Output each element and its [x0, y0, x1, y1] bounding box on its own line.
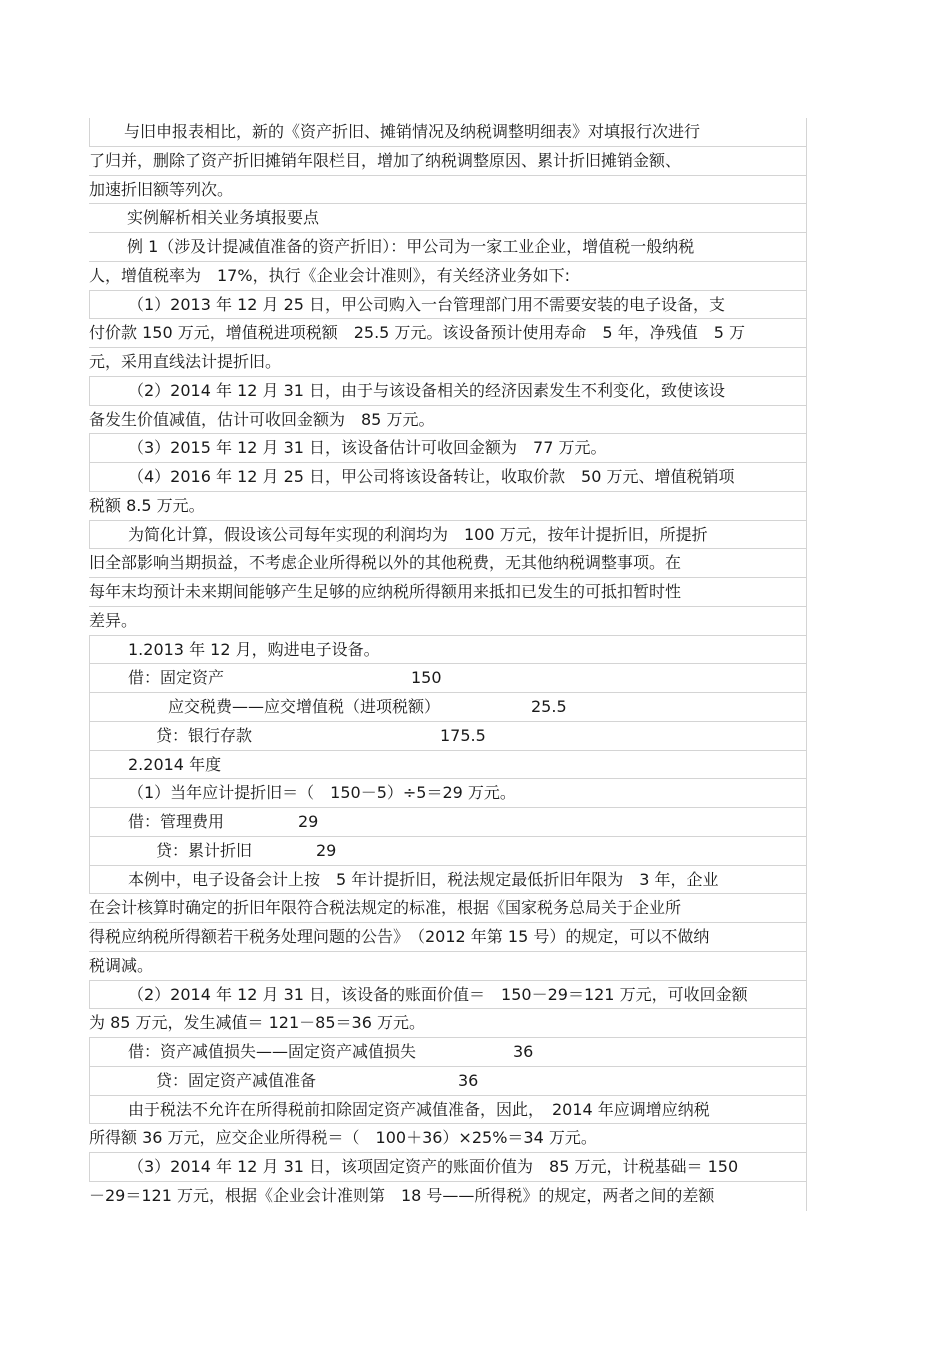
text-line — [89, 291, 807, 320]
text-line — [89, 693, 807, 722]
line-text: 为 85 万元，发生减值＝ 121－85＝36 万元。 — [89, 1013, 425, 1033]
text-line — [89, 233, 807, 262]
entry-amount: 175.5 — [440, 725, 486, 745]
text-line — [89, 1096, 807, 1125]
line-text: 2.2014 年度 — [128, 754, 222, 774]
line-text: 应交税费——应交增值税（进项税额） — [168, 697, 441, 716]
text-line — [89, 549, 807, 578]
document-body — [89, 118, 807, 1211]
text-line — [89, 1124, 807, 1153]
text-line — [89, 348, 807, 377]
line-text: 贷：累计折旧 — [156, 840, 253, 860]
text-line — [89, 377, 807, 406]
line-text: 人，增值税率为 17%，执行《企业会计准则》，有关经济业务如下: — [89, 265, 570, 285]
text-line — [89, 262, 807, 291]
entry-amount: 29 — [316, 840, 337, 860]
text-line — [89, 866, 807, 895]
text-line — [89, 837, 807, 866]
text-line — [89, 434, 807, 463]
text-line — [89, 1067, 807, 1096]
text-line — [89, 521, 807, 550]
text-line — [89, 1038, 807, 1067]
text-line — [89, 176, 807, 205]
text-line — [89, 894, 807, 923]
line-text: 贷：固定资产减值准备 — [156, 1070, 317, 1090]
text-line — [89, 751, 807, 780]
entry-amount: 36 — [458, 1070, 479, 1090]
text-line — [89, 319, 807, 348]
line-text: 为简化计算，假设该公司每年实现的利润均为 100 万元，按年计提折旧，所提折 — [128, 524, 708, 544]
line-text: 借：管理费用 — [128, 812, 225, 831]
line-text: 了归并，删除了资产折旧摊销年限栏目，增加了纳税调整原因、累计折旧摊销金额、 — [89, 150, 682, 170]
text-line — [89, 463, 807, 492]
line-text: －29＝121 万元，根据《企业会计准则第 18 号——所得税》的规定，两者之间的差额 — [89, 1185, 715, 1205]
text-line — [89, 722, 807, 751]
line-text: 差异。 — [89, 610, 138, 630]
text-line — [89, 808, 807, 837]
line-text: （1）当年应计提折旧＝（ 150－5）÷5＝29 万元。 — [128, 783, 516, 803]
text-line — [89, 204, 807, 233]
line-text: 得税应纳税所得额若干税务处理问题的公告》 （2012 年第 15 号）的规定，可以不做纳 — [89, 927, 710, 946]
line-text: 付价款 150 万元，增值税进项税额 25.5 万元。该设备预计使用寿命 5 年，净残值 5 万 — [89, 323, 745, 343]
line-text: （2）2014 年 12 月 31 日，该设备的账面价值＝ 150－29＝121 万元，可收回金额 — [128, 984, 748, 1004]
line-text: 借：固定资产 — [128, 668, 225, 688]
text-line — [89, 406, 807, 435]
line-text: 1.2013 年 12 月，购进电子设备。 — [128, 639, 380, 659]
text-line — [89, 1009, 807, 1038]
text-line — [89, 578, 807, 607]
line-text: （4）2016 年 12 月 25 日，甲公司将该设备转让，收取价款 50 万元、增值税销项 — [128, 467, 735, 486]
line-text: 元，采用直线法计提折旧。 — [89, 352, 282, 371]
line-text: （3）2014 年 12 月 31 日，该项固定资产的账面价值为 85 万元，计税基础＝ 150 — [128, 1157, 739, 1176]
line-text: （2）2014 年 12 月 31 日，由于与该设备相关的经济因素发生不利变化，致使该设 — [128, 380, 726, 400]
line-text: 税调减。 — [89, 955, 154, 975]
line-text: 每年末均预计未来期间能够产生足够的应纳税所得额用来抵扣已发生的可抵扣暂时性 — [89, 582, 682, 601]
entry-amount: 29 — [298, 812, 319, 831]
entry-amount: 36 — [513, 1042, 534, 1061]
line-text: （3）2015 年 12 月 31 日，该设备估计可收回金额为 77 万元。 — [128, 438, 607, 458]
line-text: 加速折旧额等列次。 — [89, 179, 234, 199]
text-line — [89, 147, 807, 176]
text-line — [89, 779, 807, 808]
entry-amount: 150 — [411, 668, 442, 688]
line-text: 与旧申报表相比，新的《资产折旧、摊销情况及纳税调整明细表》对填报行次进行 — [124, 122, 701, 141]
line-text: 备发生价值减值，估计可收回金额为 85 万元。 — [89, 409, 435, 429]
text-line — [89, 664, 807, 693]
entry-amount: 25.5 — [531, 697, 567, 716]
text-line — [89, 607, 807, 636]
text-line — [89, 636, 807, 665]
text-line — [89, 1182, 807, 1211]
line-text: 在会计核算时确定的折旧年限符合税法规定的标准，根据《国家税务总局关于企业所 — [89, 898, 682, 918]
line-text: 借：资产减值损失——固定资产减值损失 — [128, 1042, 417, 1061]
line-text: 税额 8.5 万元。 — [89, 495, 205, 515]
text-line — [89, 981, 807, 1010]
line-text: 由于税法不允许在所得税前扣除固定资产减值准备，因此， 2014 年应调增应纳税 — [128, 1099, 710, 1119]
text-line — [89, 923, 807, 952]
text-line — [89, 952, 807, 981]
line-text: 实例解析相关业务填报要点 — [127, 208, 320, 228]
line-text: 本例中，电子设备会计上按 5 年计提折旧，税法规定最低折旧年限为 3 年，企业 — [128, 869, 719, 889]
line-text: 旧全部影响当期损益，不考虑企业所得税以外的其他税费，无其他纳税调整事项。在 — [89, 553, 682, 573]
line-text: 所得额 36 万元，应交企业所得税＝（ 100＋36）×25%＝34 万元。 — [89, 1128, 597, 1148]
line-text: （1）2013 年 12 月 25 日，甲公司购入一台管理部门用不需要安装的电子设备，支 — [128, 294, 726, 314]
text-line — [89, 492, 807, 521]
line-text: 例 1（涉及计提减值准备的资产折旧）：甲公司为一家工业企业，增值税一般纳税 — [127, 237, 695, 256]
text-line — [89, 118, 807, 147]
line-text: 贷：银行存款 — [156, 725, 253, 745]
text-line — [89, 1153, 807, 1182]
